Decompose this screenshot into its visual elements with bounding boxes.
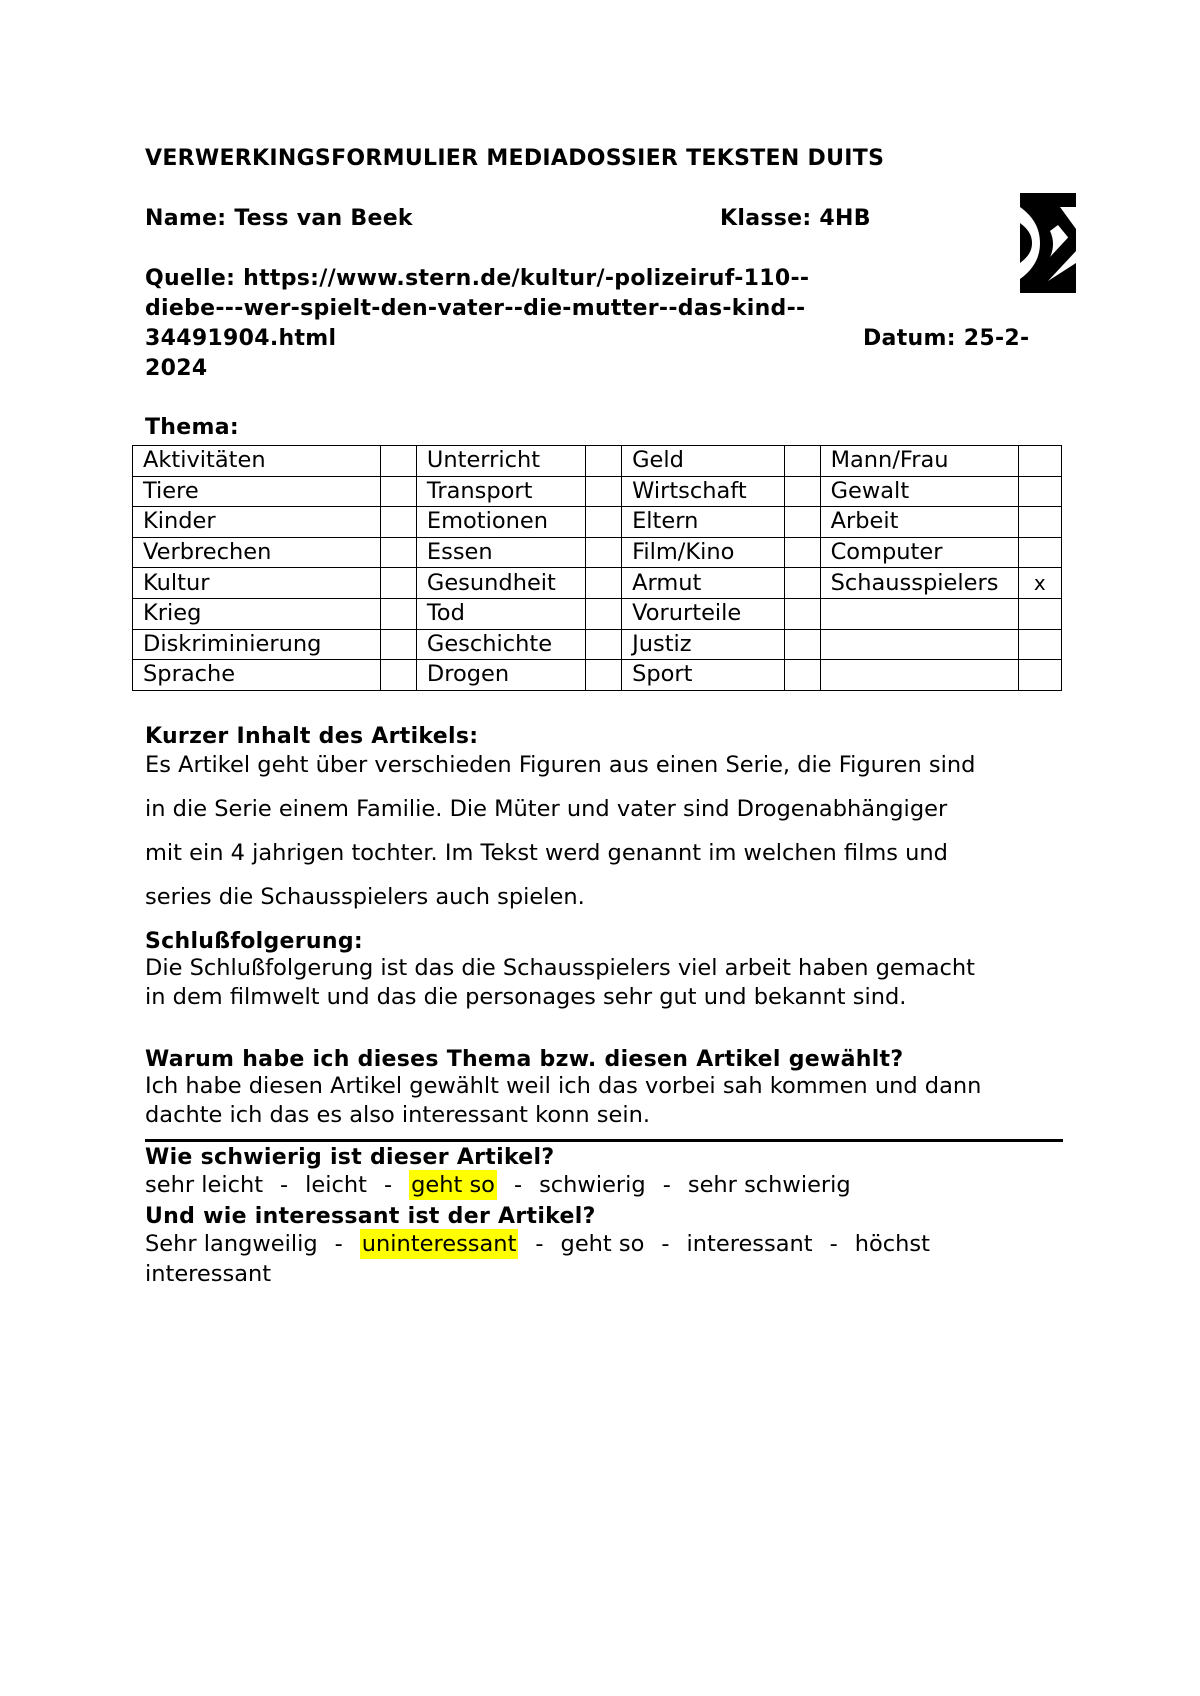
theme-checkbox <box>1018 598 1062 629</box>
theme-checkbox <box>381 568 417 599</box>
student-info-row <box>145 206 985 231</box>
theme-checkbox <box>585 660 621 691</box>
student-name: Name: Tess van Beek <box>145 206 413 231</box>
theme-checkbox <box>785 507 821 538</box>
interest-scale <box>145 1229 1075 1259</box>
theme-cell: Tod <box>416 598 585 629</box>
school-logo-icon <box>1020 193 1076 293</box>
summary-line: Es Artikel geht über verschieden Figuren aus einen Serie, die Figuren sind <box>145 752 976 778</box>
theme-cell: Sprache <box>133 660 381 691</box>
theme-checkbox <box>585 568 621 599</box>
summary-text <box>145 743 1075 919</box>
theme-cell: Eltern <box>622 507 785 538</box>
conclusion-heading: Schlußfolgerung: <box>145 929 363 954</box>
scale-option: sehr leicht <box>145 1172 264 1198</box>
theme-checkbox <box>585 537 621 568</box>
reason-line: dachte ich das es also interessant konn sein. <box>145 1102 651 1128</box>
theme-checkbox <box>785 537 821 568</box>
theme-table <box>132 445 1062 691</box>
theme-cell: Sport <box>622 660 785 691</box>
theme-checkbox <box>585 476 621 507</box>
source-line: 34491904.html <box>145 326 337 351</box>
theme-cell: Unterricht <box>416 446 585 477</box>
conclusion-line: in dem filmwelt und das die personages sehr gut und bekannt sind. <box>145 984 907 1010</box>
scale-option: schwierig <box>539 1172 646 1198</box>
scale-separator: - <box>334 1231 343 1257</box>
theme-checkbox <box>381 446 417 477</box>
theme-cell: Geschichte <box>416 629 585 660</box>
theme-row <box>133 629 1062 660</box>
reason-heading: Warum habe ich dieses Thema bzw. diesen Artikel gewählt? <box>145 1047 904 1072</box>
theme-checkbox <box>785 446 821 477</box>
theme-checkbox <box>1018 660 1062 691</box>
theme-checkbox <box>585 507 621 538</box>
conclusion-line: Die Schlußfolgerung ist das die Schausspielers viel arbeit haben gemacht <box>145 955 975 981</box>
theme-cell: Wirtschaft <box>622 476 785 507</box>
scale-separator: - <box>513 1172 523 1198</box>
theme-row <box>133 598 1062 629</box>
theme-cell: Krieg <box>133 598 381 629</box>
summary-heading: Kurzer Inhalt des Artikels: <box>145 724 479 749</box>
theme-row <box>133 446 1062 477</box>
scale-separator: - <box>661 1231 670 1257</box>
theme-cell: Essen <box>416 537 585 568</box>
source-line: 2024 <box>145 356 208 381</box>
conclusion-text <box>145 954 1075 1012</box>
scale-separator: - <box>535 1231 544 1257</box>
theme-cell: Gewalt <box>820 476 1018 507</box>
divider-line <box>145 1139 1063 1142</box>
scale-option: uninteressant <box>361 1231 517 1257</box>
scale-option: sehr schwierig <box>687 1172 851 1198</box>
scale-option: geht so <box>411 1172 495 1198</box>
scale-option: höchst <box>854 1231 930 1257</box>
summary-line: series die Schausspielers auch spielen. <box>145 884 585 910</box>
theme-checkbox <box>381 660 417 691</box>
scale-option: interessant <box>686 1231 813 1257</box>
theme-checkbox <box>1018 537 1062 568</box>
theme-cell: Schausspielers <box>820 568 1018 599</box>
theme-row <box>133 507 1062 538</box>
difficulty-heading: Wie schwierig ist dieser Artikel? <box>145 1145 555 1170</box>
scale-separator: - <box>662 1172 671 1198</box>
theme-cell: Kultur <box>133 568 381 599</box>
summary-section <box>145 724 1075 919</box>
theme-cell <box>820 629 1018 660</box>
theme-checkbox <box>1018 446 1062 477</box>
theme-cell: Armut <box>622 568 785 599</box>
theme-cell <box>820 598 1018 629</box>
student-class: Klasse: 4HB <box>720 206 871 231</box>
theme-label: Thema: <box>145 415 239 440</box>
theme-checkbox <box>381 598 417 629</box>
theme-cell: Emotionen <box>416 507 585 538</box>
interest-heading: Und wie interessant ist der Artikel? <box>145 1204 596 1229</box>
theme-checkbox <box>381 507 417 538</box>
theme-cell: Diskriminierung <box>133 629 381 660</box>
theme-checkbox <box>381 537 417 568</box>
date-field: Datum: 25-2- <box>863 326 1030 351</box>
theme-checkbox <box>585 446 621 477</box>
theme-checkbox <box>381 629 417 660</box>
theme-row <box>133 537 1062 568</box>
theme-cell: Arbeit <box>820 507 1018 538</box>
scale-option: leicht <box>305 1172 367 1198</box>
reason-text <box>145 1072 1075 1130</box>
theme-cell: Tiere <box>133 476 381 507</box>
theme-cell: Film/Kino <box>622 537 785 568</box>
theme-checkbox <box>1018 507 1062 538</box>
theme-cell: Aktivitäten <box>133 446 381 477</box>
theme-checkbox <box>585 598 621 629</box>
scale-separator: - <box>280 1172 289 1198</box>
theme-checkbox <box>1018 476 1062 507</box>
summary-line: in die Serie einem Familie. Die Müter und vater sind Drogenabhängiger <box>145 796 948 822</box>
difficulty-scale <box>145 1170 1075 1200</box>
theme-row <box>133 568 1062 599</box>
theme-cell: Drogen <box>416 660 585 691</box>
document-title: VERWERKINGSFORMULIER MEDIADOSSIER TEKSTEN DUITS <box>145 146 885 171</box>
theme-cell <box>820 660 1018 691</box>
theme-cell: Justiz <box>622 629 785 660</box>
reason-line: Ich habe diesen Artikel gewählt weil ich das vorbei sah kommen und dann <box>145 1073 982 1099</box>
theme-checkbox <box>381 476 417 507</box>
reason-section <box>145 1047 1075 1130</box>
theme-checkbox <box>785 598 821 629</box>
source-line: diebe---wer-spielt-den-vater--die-mutter--das-kind-- <box>145 296 806 321</box>
scale-option: Sehr langweilig <box>145 1231 318 1257</box>
scale-option: geht so <box>560 1231 645 1257</box>
scale-separator: - <box>383 1172 393 1198</box>
theme-cell: Geld <box>622 446 785 477</box>
theme-cell: Computer <box>820 537 1018 568</box>
theme-row <box>133 476 1062 507</box>
source-line: Quelle: https://www.stern.de/kultur/-polizeiruf-110-- <box>145 266 810 291</box>
interest-section <box>145 1204 1075 1289</box>
conclusion-section <box>145 929 1075 1012</box>
scale-separator: - <box>829 1231 838 1257</box>
theme-cell: Verbrechen <box>133 537 381 568</box>
theme-row <box>133 660 1062 691</box>
theme-checkbox <box>785 660 821 691</box>
theme-cell: Kinder <box>133 507 381 538</box>
theme-cell: Transport <box>416 476 585 507</box>
theme-checkbox <box>1018 629 1062 660</box>
theme-checkbox <box>585 629 621 660</box>
theme-checkbox <box>785 568 821 599</box>
theme-checkbox <box>785 629 821 660</box>
interest-continuation: interessant <box>145 1261 272 1287</box>
difficulty-section <box>145 1145 1075 1200</box>
theme-cell: Vorurteile <box>622 598 785 629</box>
theme-checkbox <box>785 476 821 507</box>
theme-cell: Mann/Frau <box>820 446 1018 477</box>
theme-cell: Gesundheit <box>416 568 585 599</box>
theme-checkbox: x <box>1018 568 1062 599</box>
summary-line: mit ein 4 jahrigen tochter. Im Tekst werd genannt im welchen films und <box>145 840 948 866</box>
